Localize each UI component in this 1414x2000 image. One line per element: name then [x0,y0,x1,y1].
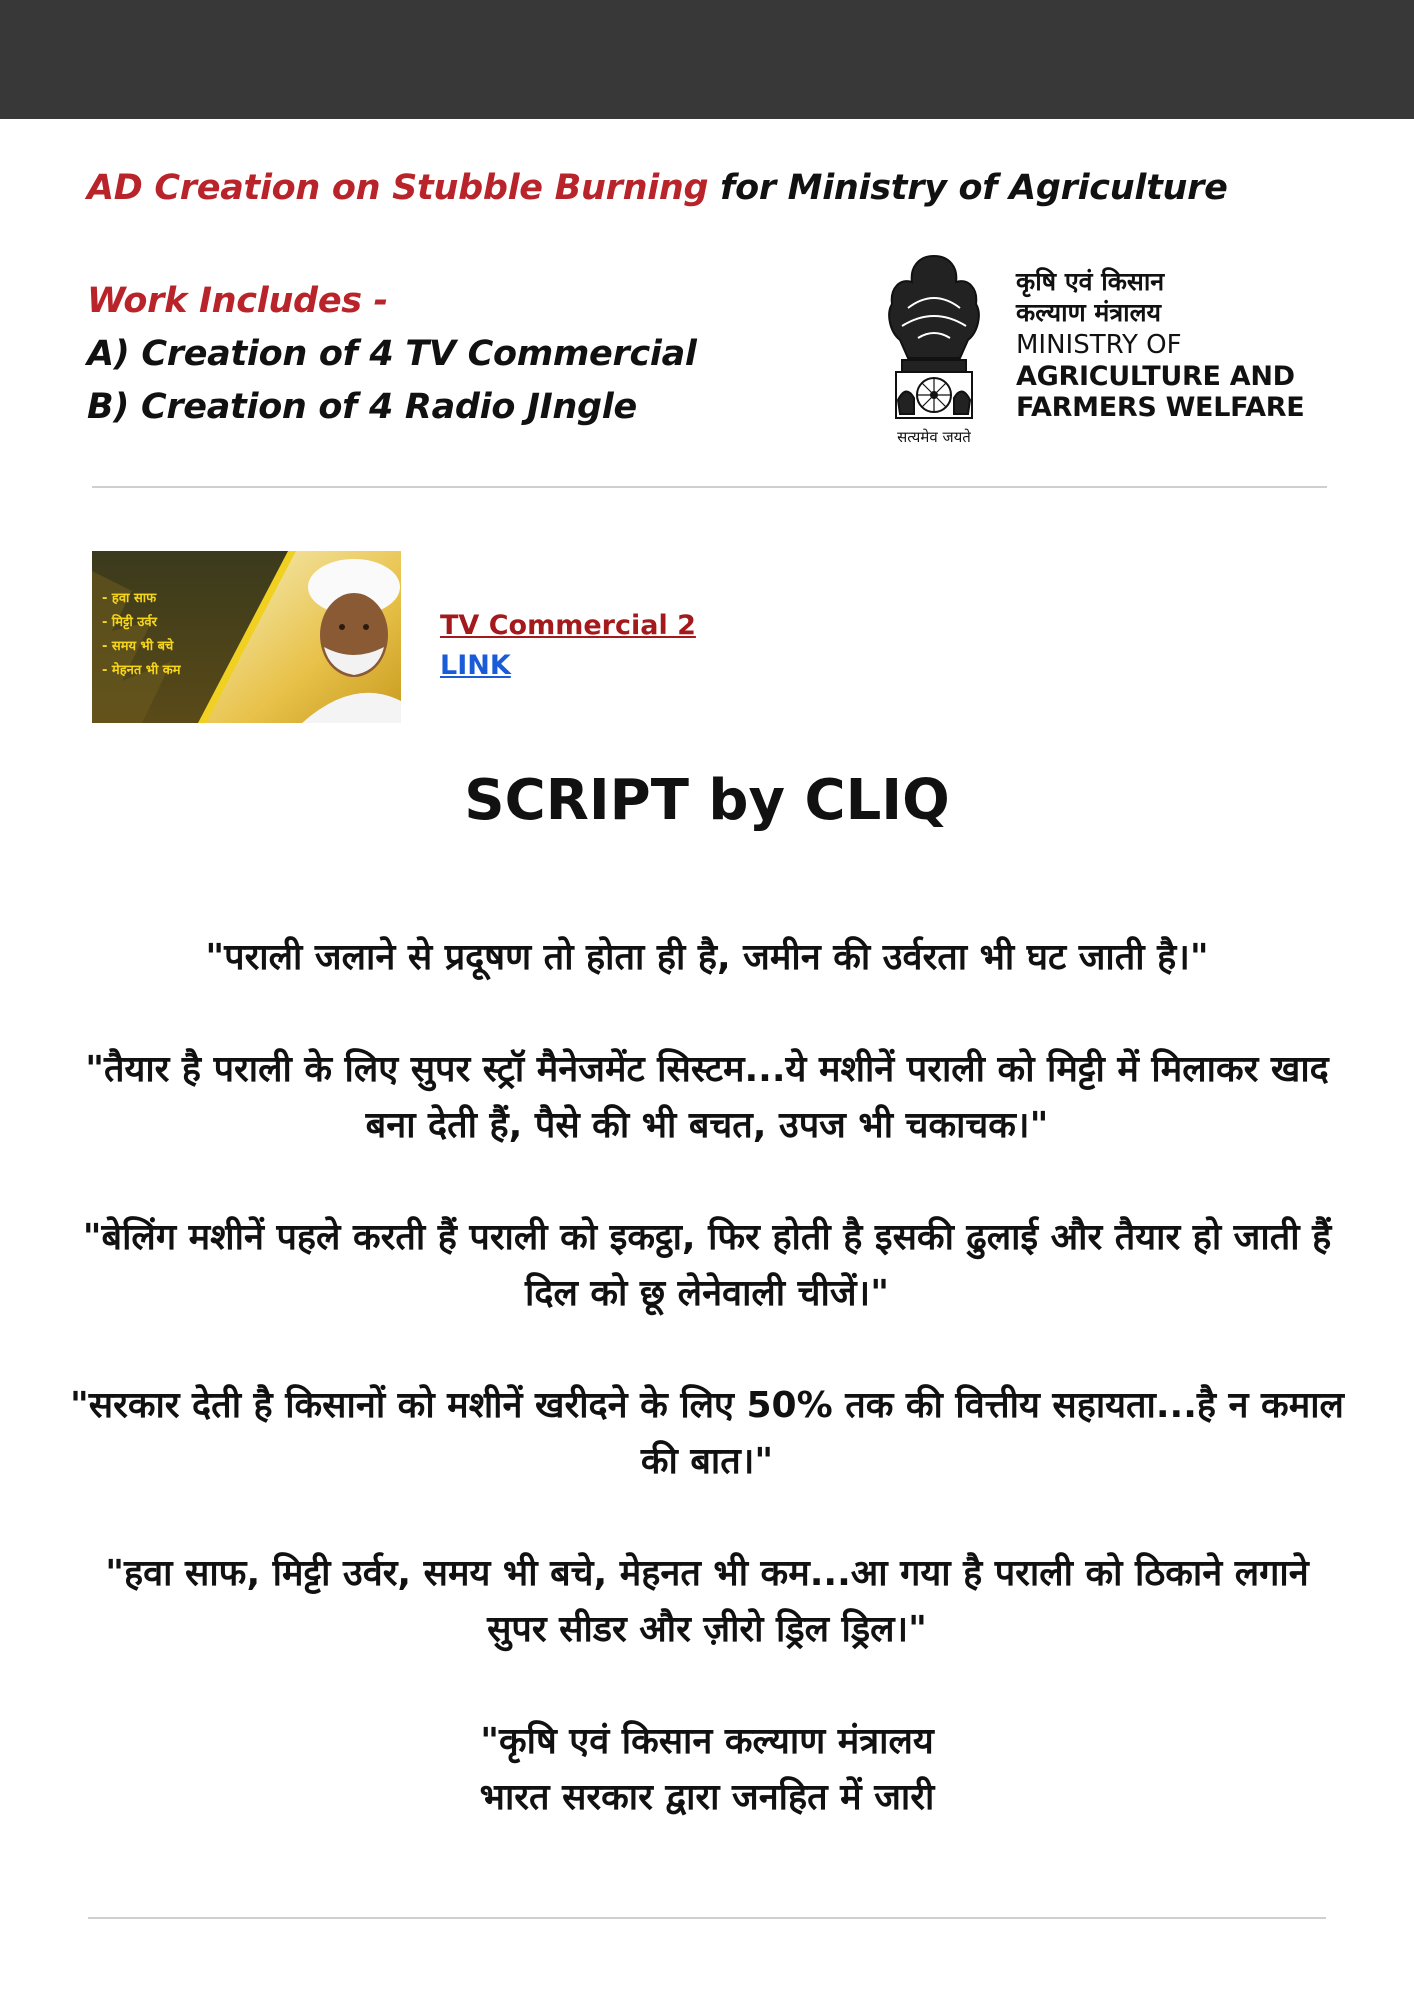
tv-commercial-title-link[interactable]: TV Commercial 2 [440,610,696,641]
headline-highlight: AD Creation on Stubble Burning [87,168,709,208]
video-thumbnail[interactable] [92,551,401,723]
script-line: "पराली जलाने से प्रदूषण तो होता ही है, जमीन की उर्वरता भी घट जाती है।" [205,937,1209,978]
headline-rest: for Ministry of Agriculture [708,168,1228,208]
ministry-english-line3: FARMERS WELFARE [1016,392,1305,423]
video-link[interactable]: LINK [440,650,511,681]
script-body [70,930,1344,1882]
script-line: "बेलिंग मशीनें पहले करती हैं पराली को इकट्ठा, फिर होती है इसकी ढुलाई और तैयार हो जाती हैं दिल को छू लेनेवाली चीजें।" [82,1217,1332,1314]
emblem-motto: सत्यमेव जयते [897,428,971,446]
ministry-logo-text [1016,266,1336,423]
divider-bottom [88,1917,1326,1919]
media-links [440,606,696,686]
script-line: "सरकार देती है किसानों को मशीनें खरीदने के लिए 50% तक की वित्तीय सहायता...है न कमाल की बात।" [70,1385,1344,1482]
thumbnail-bullet: - मेहनत भी कम [102,663,181,678]
national-emblem-icon [878,248,990,448]
ministry-hindi-line2: कल्याण मंत्रालय [1016,298,1162,327]
thumbnail-bullet: - समय भी बचे [102,639,174,654]
top-bar [0,0,1414,119]
ministry-hindi-line1: कृषि एवं किसान [1016,267,1165,296]
script-line: "कृषि एवं किसान कल्याण मंत्रालय भारत सरकार द्वारा जनहित में जारी [479,1721,935,1818]
work-item-a: A) Creation of 4 TV Commercial [87,334,697,374]
page-headline [87,168,1228,208]
script-line: "तैयार है पराली के लिए सुपर स्ट्रॉ मैनेजमेंट सिस्टम...ये मशीनें पराली को मिट्टी में मिलाकर खाद बना देती हैं, पैसे की भी बचत, उपज भी चकाचक।" [85,1049,1329,1146]
ministry-english-line2: AGRICULTURE AND [1016,361,1295,392]
script-line: "हवा साफ, मिट्टी उर्वर, समय भी बचे, मेहनत भी कम...आ गया है पराली को ठिकाने लगाने सुपर सीडर और ज़ीरो ड्रिल ड्रिल।" [105,1553,1309,1650]
work-item-b: B) Creation of 4 Radio JIngle [87,387,637,427]
thumbnail-bullet: - हवा साफ [102,591,157,606]
divider-top [92,486,1327,488]
work-includes [87,275,697,434]
thumbnail-bullets [102,587,181,683]
work-heading: Work Includes - [87,281,388,321]
script-title: SCRIPT by CLIQ [464,768,950,833]
thumbnail-bullet: - मिट्टी उर्वर [102,615,157,630]
ministry-english-line1: MINISTRY OF [1016,330,1182,360]
